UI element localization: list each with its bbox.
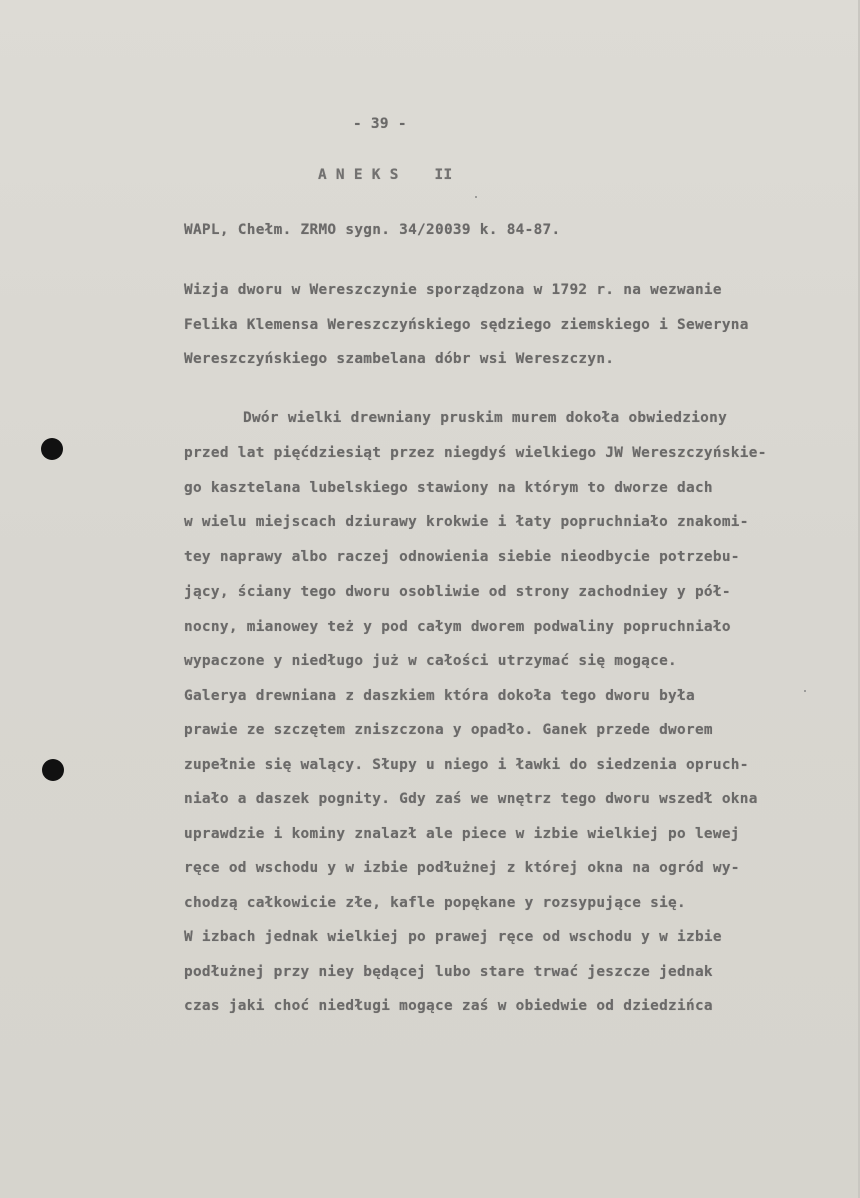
body-line: ręce od wschodu y w izbie podłużnej z której okna na ogród wy- (184, 860, 740, 876)
subject-line: Wizja dworu w Wereszczynie sporządzona w 1792 r. na wezwanie (184, 282, 722, 298)
body-line: w wielu miejscach dziurawy krokwie i łaty popruchniało znakomi- (184, 514, 749, 530)
body-line: przed lat pięćdziesiąt przez niegdyś wielkiego JW Wereszczyńskie- (184, 445, 767, 461)
body-line: zupełnie się walący. Słupy u niego i ławki do siedzenia opruch- (184, 757, 749, 773)
annex-title: A N E K S II (318, 167, 453, 183)
body-line: wypaczone y niedługo już w całości utrzymać się mogące. (184, 653, 678, 669)
punch-hole-bottom (42, 759, 64, 781)
body-line: chodzą całkowicie złe, kafle popękane y rozsypujące się. (184, 895, 686, 911)
paper-speck (475, 196, 477, 198)
body-line: Galerya drewniana z daszkiem która dokoła tego dworu była (184, 688, 695, 704)
body-line: niało a daszek pognity. Gdy zaś we wnętrz tego dworu wszedł okna (184, 791, 758, 807)
subject-line: Wereszczyńskiego szambelana dóbr wsi Wereszczyn. (184, 351, 615, 367)
body-line: czas jaki choć niedługi mogące zaś w obiedwie od dziedzińca (184, 998, 713, 1014)
punch-hole-top (41, 438, 63, 460)
body-line: jący, ściany tego dworu osobliwie od strony zachodniey y pół- (184, 584, 731, 600)
body-line: uprawdzie i kominy znalazł ale piece w izbie wielkiej po lewej (184, 826, 740, 842)
archival-reference: WAPL, Chełm. ZRMO sygn. 34/20039 k. 84-87. (184, 222, 561, 238)
page-number: - 39 - (353, 116, 407, 132)
body-line: W izbach jednak wielkiej po prawej ręce od wschodu y w izbie (184, 929, 722, 945)
body-line: tey naprawy albo raczej odnowienia siebie nieodbycie potrzebu- (184, 549, 740, 565)
body-line: podłużnej przy niey będącej lubo stare trwać jeszcze jednak (184, 964, 713, 980)
body-line: nocny, mianowey też y pod całym dworem podwaliny popruchniało (184, 619, 731, 635)
body-line: Dwór wielki drewniany pruskim murem dokoła obwiedziony (243, 410, 728, 426)
paper-speck (804, 690, 806, 692)
subject-line: Felika Klemensa Wereszczyńskiego sędziego ziemskiego i Seweryna (184, 317, 749, 333)
body-line: prawie ze szczętem zniszczona y opadło. Ganek przede dworem (184, 722, 713, 738)
body-line: go kasztelana lubelskiego stawiony na którym to dworze dach (184, 480, 713, 496)
